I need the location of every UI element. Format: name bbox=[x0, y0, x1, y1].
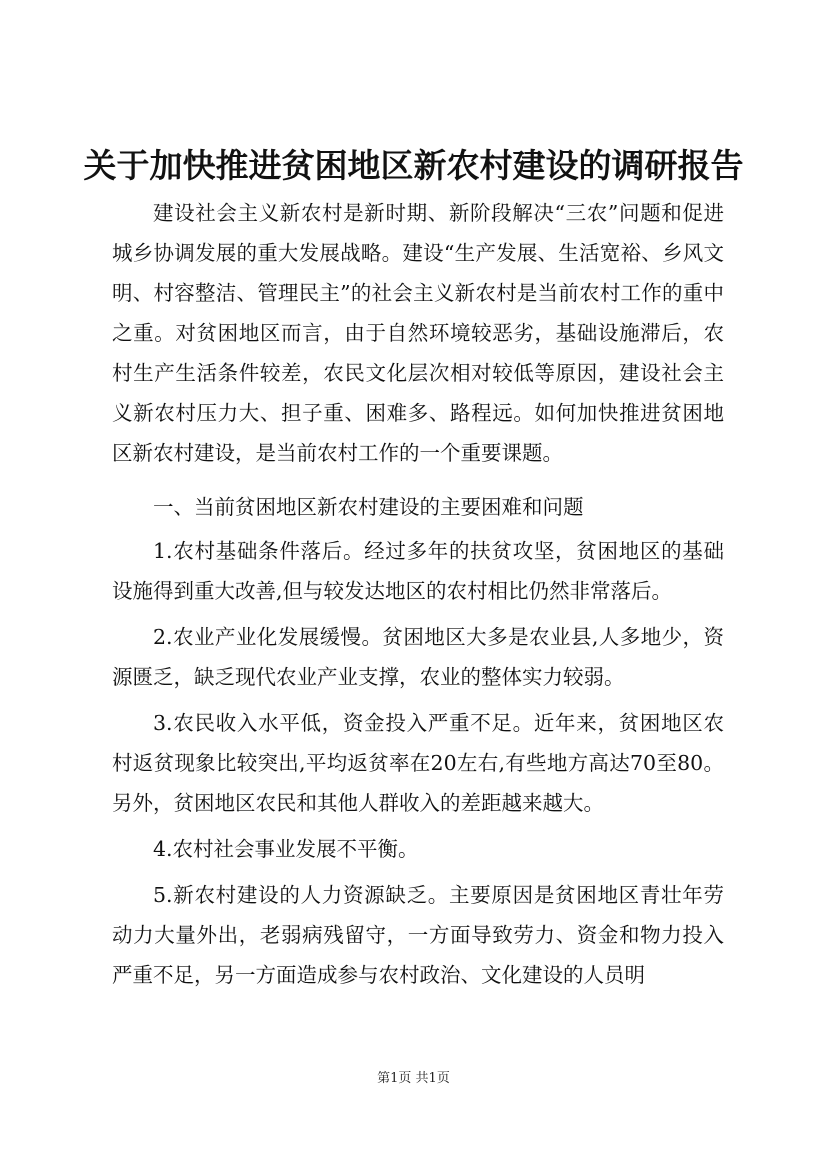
page-footer: 第1页 共1页 bbox=[377, 1071, 450, 1086]
document-body bbox=[112, 193, 724, 999]
document-title: 关于加快推进贫困地区新农村建设的调研报告 bbox=[83, 146, 744, 185]
list-item: 2.农业产业化发展缓慢。贫困地区大多是农业县,人多地少，资源匮乏，缺乏现代农业产业支撑，农业的整体实力较弱。 bbox=[112, 625, 724, 689]
section-heading: 一、当前贫困地区新农村建设的主要困难和问题 bbox=[153, 495, 584, 519]
list-item: 3.农民收入水平低，资金投入严重不足。近年来，贫困地区农村返贫现象比较突出,平均返贫率在20左右,有些地方高达70至80。另外，贫困地区农民和其他人群收入的差距越来越大。 bbox=[112, 711, 724, 815]
list-item: 4.农村社会事业发展不平衡。 bbox=[153, 837, 419, 861]
list-item: 1.农村基础条件落后。经过多年的扶贫攻坚，贫困地区的基础设施得到重大改善,但与较发达地区的农村相比仍然非常落后。 bbox=[112, 539, 724, 603]
intro-paragraph: 建设社会主义新农村是新时期、新阶段解决“三农”问题和促进城乡协调发展的重大发展战略。建设“生产发展、生活宽裕、乡风文明、村容整洁、管理民主”的社会主义新农村是当前农村工作的重中之重。对贫困地区而言，由于自然环境较恶劣，基础设施滞后，农村生产生活条件较差，农民文化层次相对较低等原因，建设社会主义新农村压力大、担子重、困难多、路程远。如何加快推进贫困地区新农村建设，是当前农村工作的一个重要课题。 bbox=[112, 201, 724, 465]
list-item: 5.新农村建设的人力资源缺乏。主要原因是贫困地区青壮年劳动力大量外出，老弱病残留守，一方面导致劳力、资金和物力投入严重不足，另一方面造成参与农村政治、文化建设的人员明 bbox=[112, 883, 724, 987]
